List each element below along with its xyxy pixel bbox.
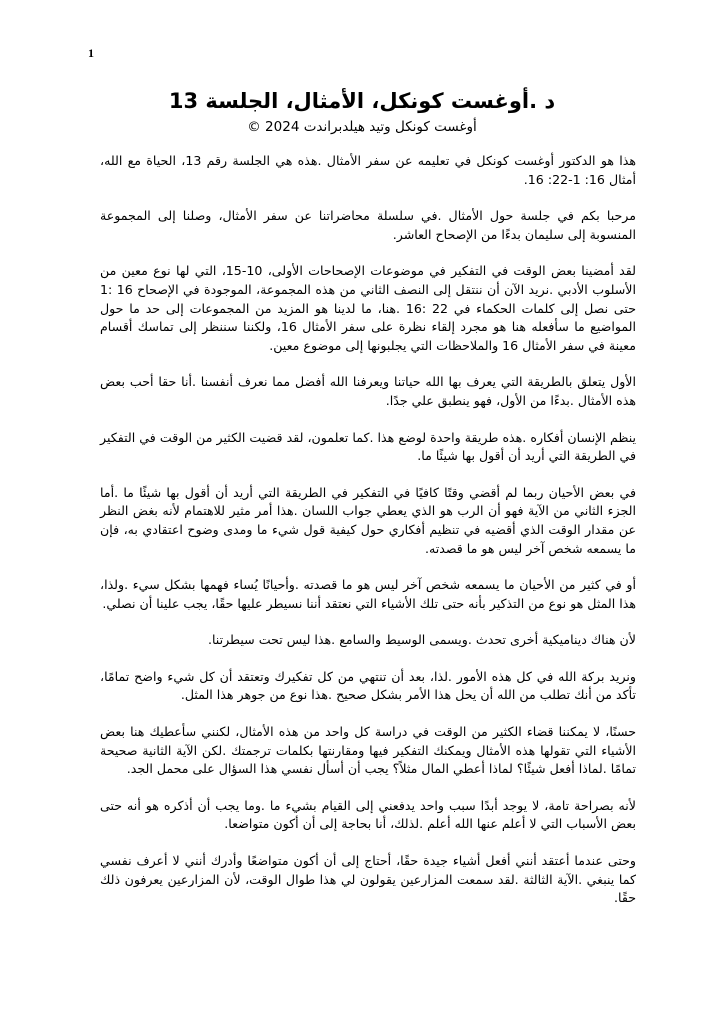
paragraph: لقد أمضينا بعض الوقت في التفكير في موضوعات الإصحاحات الأولى، 10-15، التي لها نوع معين من الأسلوب الأدبي .نريد الآن أن ننتقل إلى النصف الثاني من هذه المجموعة، الموجودة في الإصحاح 16 :1 حتى نصل إلى كلمات الحكماء في 22 :16 .هنا، ما لدينا هو المزيد من المجموعات إلى حد ما حول المواضيع ما سأفعله هنا هو مجرد إلقاء نظرة على سفر الأمثال 16، ولكننا سننظر إلى تماسك أقسام معينة في سفر الأمثال 16 والملاحظات التي يجلبونها إلى موضوع معين. (100, 263, 636, 353)
paragraph: لأن هناك ديناميكية أخرى تحدث .ويسمى الوسيط والسامع .هذا ليس تحت سيطرتنا. (207, 632, 636, 648)
copyright-line: أوغست كونكل وتيد هيلدبراندت 2024 © (247, 119, 477, 135)
paragraph: الأول يتعلق بالطريقة التي يعرف بها الله حياتنا ويعرفنا الله أفضل مما نعرف أنفسنا .أنا حقا أحب بعض هذه الأمثال .بدءًا من الأول، فهو ينطبق علي جدًا. (100, 374, 636, 408)
document-body (100, 152, 636, 926)
page-number: 1 (88, 46, 94, 60)
document-header (100, 88, 624, 136)
document-title: د .أوغست كونكل، الأمثال، الجلسة 13 (168, 89, 556, 113)
paragraph: في بعض الأحيان ربما لم أقضي وقتًا كافيًا في التفكير في الطريقة التي أريد أن أقول بها شيئًا ما .أما الجزء الثاني من الآية فهو أن الرب هو الذي يعطي جواب اللسان .هذا أمر مثير للاهتمام لأنه بغض النظر عن مقدار الوقت الذي أقضيه في تنظيم أفكاري حول كيفية قول شيء ما ومدى وضوح اعتقادي به، فإن ما يسمعه شخص آخر ليس هو ما قصدته. (100, 484, 636, 556)
paragraph: حسنًا، لا يمكننا قضاء الكثير من الوقت في دراسة كل واحد من هذه الأمثال، لكنني سأعطيك هنا بعض الأشياء التي تقولها هذه الأمثال ويمكنك التفكير فيها ومقارنتها بكلمات ترجمتك .لكن الآية الثانية صحيحة تمامًا .لماذا أفعل شيئًا؟ لماذا أعطي المال مثلاً؟ يجب أن أسأل نفسي هذا السؤال على محمل الجد. (100, 724, 636, 777)
paragraph: لأنه بصراحة تامة، لا يوجد أبدًا سبب واحد يدفعني إلى القيام بشيء ما .وما يجب أن أذكره هو أنه حتى بعض الأسباب التي لا أعلم عنها الله أعلم .لذلك، أنا بحاجة إلى أن أكون متواضعا. (100, 797, 636, 832)
paragraph: وحتى عندما أعتقد أنني أفعل أشياء جيدة حقًا، أحتاج إلى أن أكون متواضعًا وأدرك أنني لا أعرف نفسي كما ينبغي .الآية الثالثة .لقد سمعت المزارعين يقولون لي هذا طوال الوقت، لأن المزارعين يعرفون ذلك حقًا. (100, 853, 636, 906)
paragraph: مرحبا بكم في جلسة حول الأمثال .في سلسلة محاضراتنا عن سفر الأمثال، وصلنا إلى المجموعة المنسوبة إلى سليمان بدءًا من الإصحاح العاشر. (100, 208, 636, 242)
paragraph: هذا هو الدكتور أوغست كونكل في تعليمه عن سفر الأمثال .هذه هي الجلسة رقم 13، الحياة مع الله، أمثال 16: 1-22: 16. (100, 153, 636, 187)
paragraph: ونريد بركة الله في كل هذه الأمور .لذا، بعد أن تنتهي من كل تفكيرك وتعتقد أن كل شيء واضح تمامًا، تأكد من أنك تطلب من الله أن يحل هذا الأمر بشكل صحيح .هذا نوع من جوهر هذا المثل. (100, 668, 636, 703)
paragraph: ينظم الإنسان أفكاره .هذه طريقة واحدة لوضع هذا .كما تعلمون، لقد قضيت الكثير من الوقت في التفكير في الطريقة التي أريد أن أقول بها شيئًا ما. (100, 429, 636, 464)
paragraph: أو في كثير من الأحيان ما يسمعه شخص آخر ليس هو ما قصدته .وأحيانًا يُساء فهمها بشكل سيء .ولذا، هذا المثل هو نوع من التذكير بأنه حتى تلك الأشياء التي نعتقد أننا نسيطر عليها حقًا، يجب علينا أن نصلي. (100, 577, 636, 611)
